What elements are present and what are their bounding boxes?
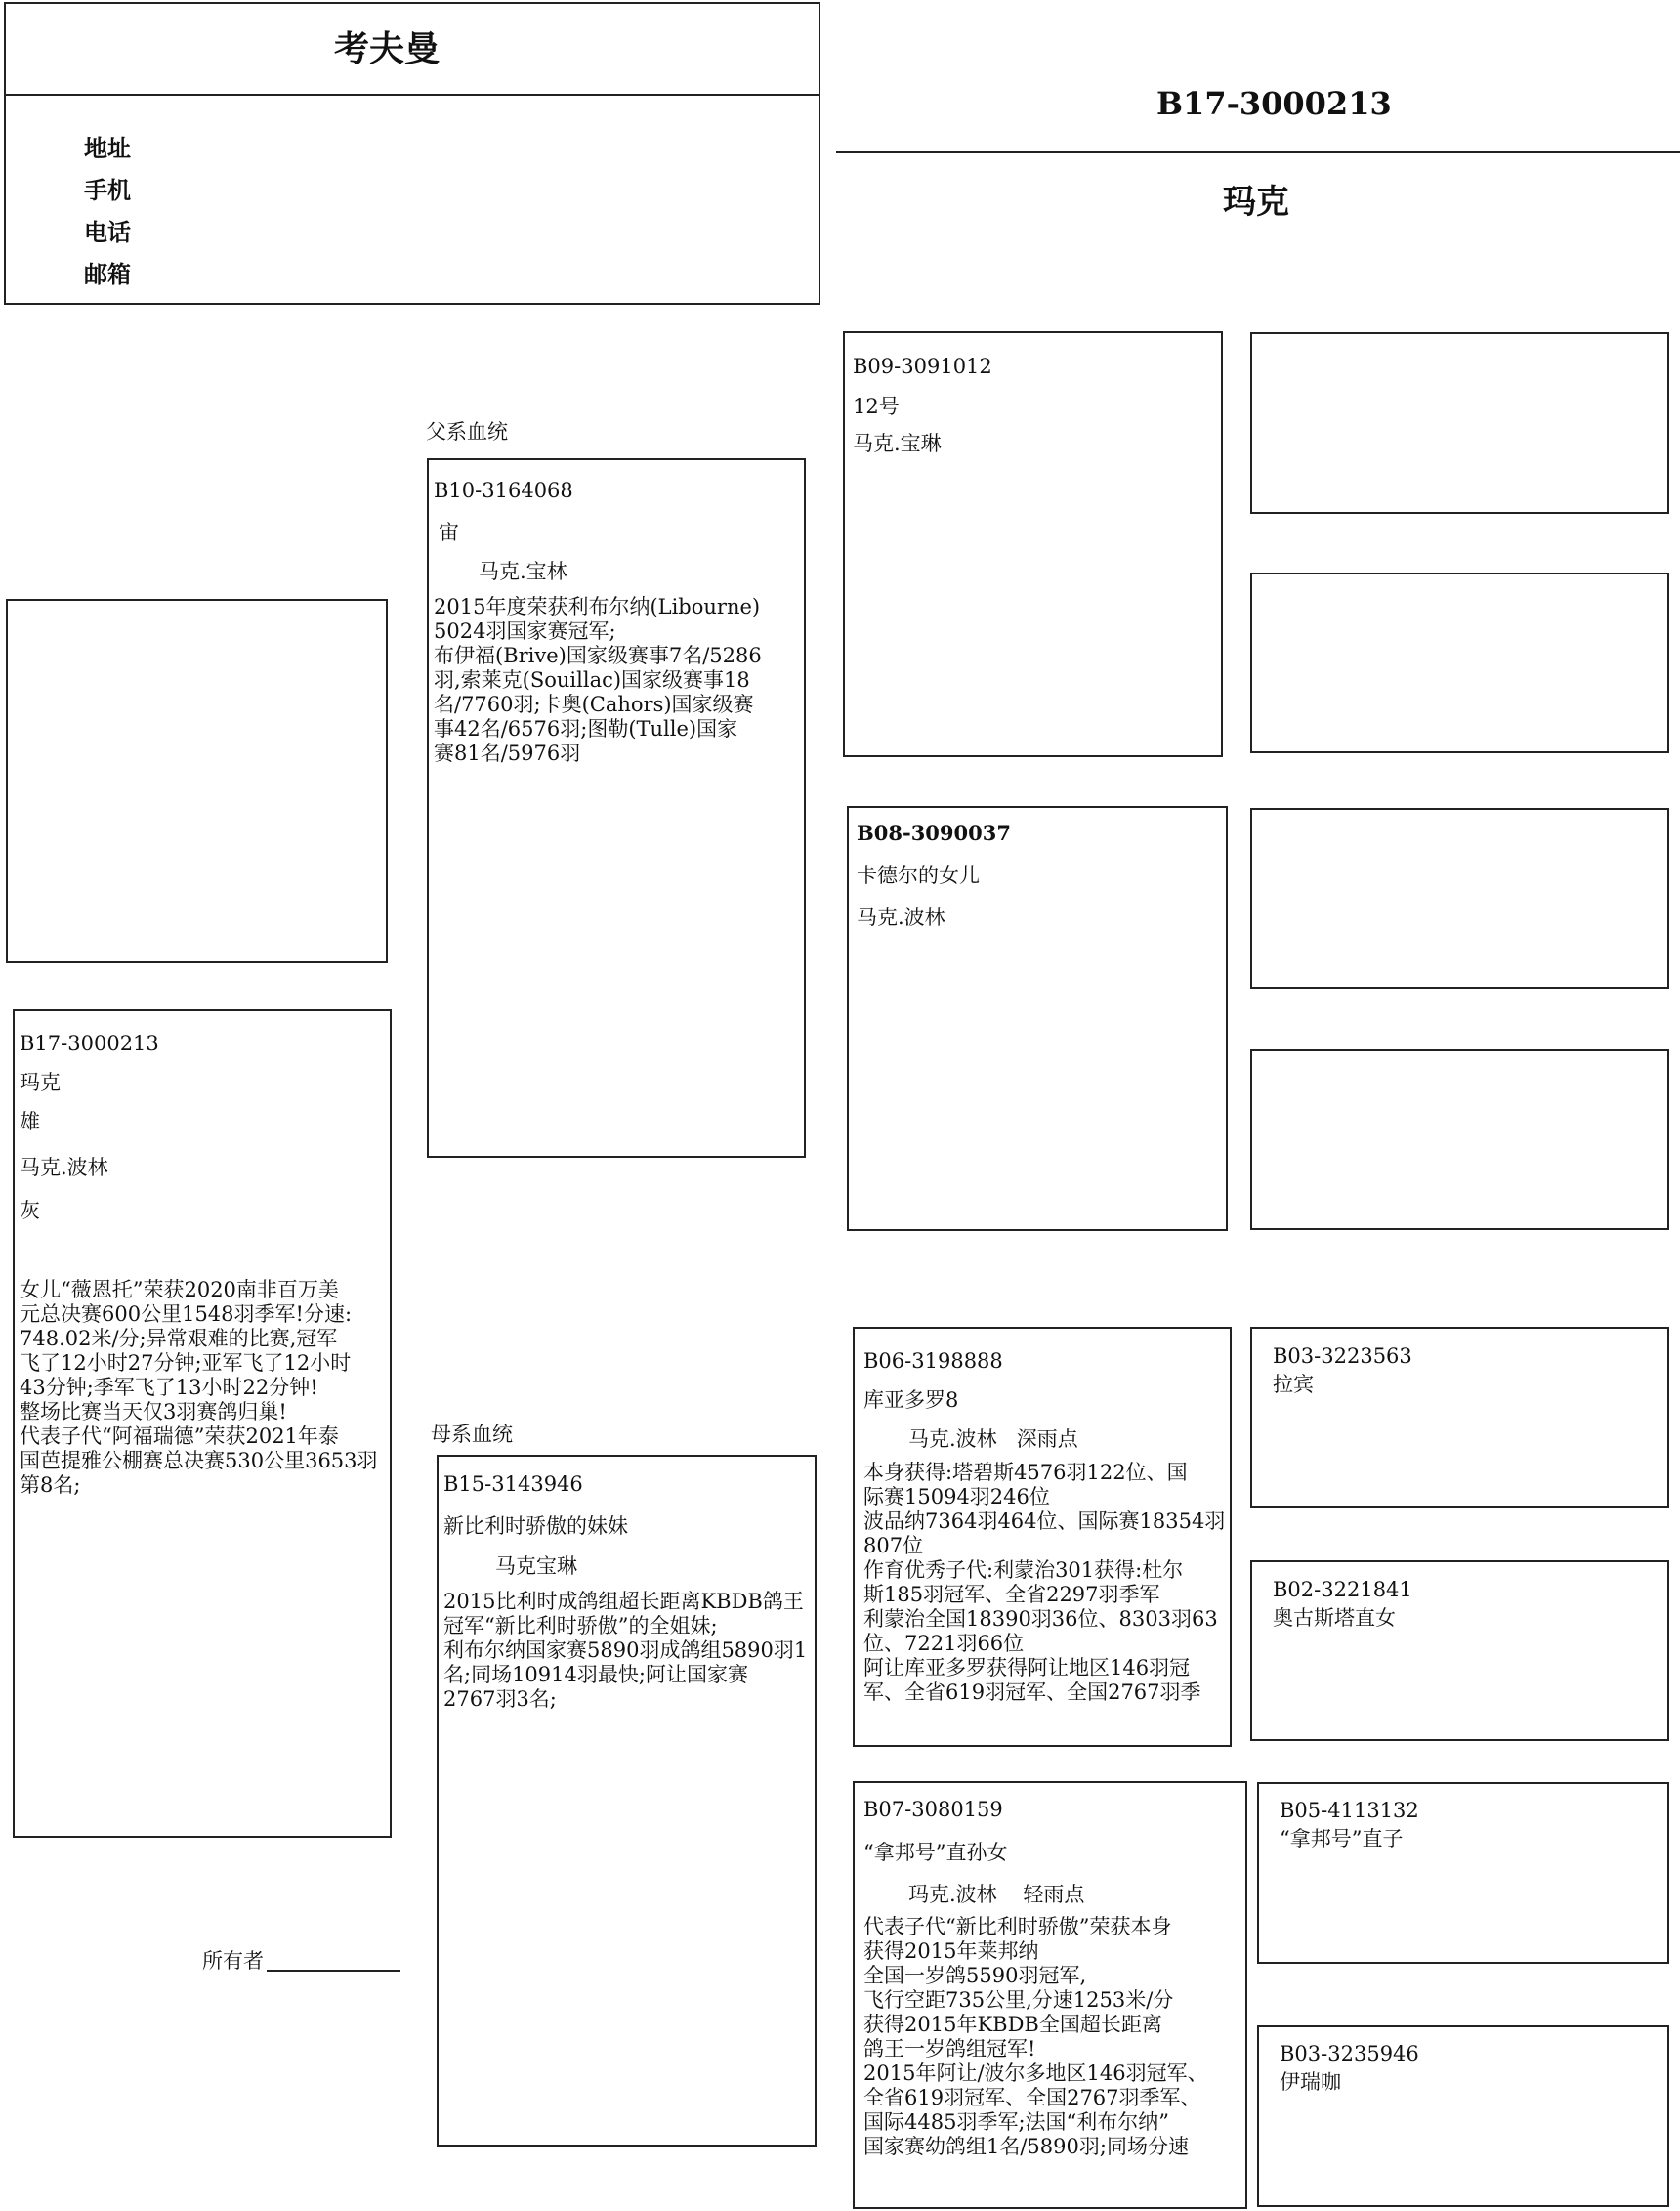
dam-dam-notes: 代表子代“新比利时骄傲”荣获本身 获得2015年莱邦纳 全国一岁鸽5590羽冠军, 飞行空距735公里,分速1253米/分 获得2015年KBDB全国超长距离 鸽王一岁鸽组冠军! 2015年阿让/波尔多地区146羽冠军、 全省619羽冠军、全国2767羽季军、 国际4485羽季军;法国“利布尔纳” 国家赛幼鸽组1名/5890羽;同场分速 (863, 1915, 1208, 2158)
sire-line-label: 父系血统 (426, 420, 508, 444)
sire-ring: B10-3164068 (434, 479, 573, 502)
header-bird-name: 玛克 (1223, 183, 1289, 222)
sire-sire-name: 12号 (853, 395, 900, 418)
sire-strain: 马克.宝林 (479, 560, 567, 583)
contact-email-label: 邮箱 (84, 261, 131, 288)
dam-card (437, 1455, 817, 2147)
owner-header-divider (4, 94, 820, 96)
gen4-b1-name: 拉宾 (1273, 1373, 1314, 1396)
dam-ring: B15-3143946 (443, 1472, 583, 1496)
gen4-b3-name: “拿邦号”直子 (1280, 1827, 1404, 1850)
sire-dam-ring: B08-3090037 (857, 821, 1011, 845)
contact-mobile-label: 手机 (84, 177, 131, 204)
gen4-box-4 (1250, 1049, 1669, 1230)
photo-frame (6, 599, 388, 963)
subject-strain: 马克.波林 (20, 1156, 108, 1179)
owner-signature-label: 所有者 (202, 1949, 264, 1973)
dam-line-label: 母系血统 (431, 1423, 513, 1446)
contact-address-label: 地址 (84, 135, 131, 162)
owner-signature-line (267, 1970, 400, 1972)
dam-sire-ring: B06-3198888 (863, 1349, 1003, 1373)
dam-sire-strain: 马克.波林 深雨点 (908, 1427, 1078, 1451)
gen4-box-1 (1250, 332, 1669, 514)
contact-phone-label: 电话 (84, 219, 131, 246)
gen4-b3-ring: B05-4113132 (1280, 1799, 1419, 1822)
dam-sire-notes: 本身获得:塔碧斯4576羽122位、国 际赛15094羽246位 波品纳7364羽464位、国际赛18354羽 807位 作育优秀子代:利蒙治301获得:杜尔 斯185羽冠军、全省2297羽季军 利蒙治全国18390羽36位、8303羽63 位、7221羽66位 阿让库亚多罗获得阿让地区146羽冠 军、全省619羽冠军、全国2767羽季 (863, 1461, 1226, 1704)
sire-dam-name: 卡德尔的女儿 (857, 864, 980, 887)
subject-name: 玛克 (20, 1071, 61, 1094)
subject-sex: 雄 (20, 1110, 40, 1133)
gen4-b2-ring: B02-3221841 (1273, 1578, 1412, 1601)
subject-ring: B17-3000213 (20, 1032, 159, 1055)
dam-sire-name: 库亚多罗8 (863, 1388, 959, 1412)
dam-dam-name: “拿邦号”直孙女 (863, 1841, 1008, 1864)
header-right-divider (836, 151, 1680, 153)
dam-notes: 2015比利时成鸽组超长距离KBDB鸽王 冠军“新比利时骄傲”的全姐妹; 利布尔纳国家赛5890羽成鸽组5890羽1 名;同场10914羽最快;阿让国家赛 2767羽3名; (443, 1590, 808, 1711)
owner-name: 考夫曼 (334, 29, 441, 69)
gen4-b1-ring: B03-3223563 (1273, 1344, 1412, 1368)
sire-dam-strain: 马克.波林 (857, 906, 945, 929)
dam-name: 新比利时骄傲的妹妹 (443, 1514, 628, 1538)
gen4-b2-name: 奥古斯塔直女 (1273, 1606, 1396, 1630)
subject-notes: 女儿“薇恩托”荣获2020南非百万美 元总决赛600公里1548羽季军!分速: 748.02米/分;异常艰难的比赛,冠军 飞了12小时27分钟;亚军飞了12小时 43分钟;季军飞了13小时22分钟! 整场比赛当天仅3羽赛鸽归巢! 代表子代“阿福瑞德”荣获2021年泰 国芭提雅公棚赛总决赛530公里3653羽 第8名; (20, 1278, 378, 1497)
sire-sire-strain: 马克.宝琳 (853, 432, 942, 455)
dam-strain: 马克宝琳 (495, 1554, 577, 1578)
sire-sire-ring: B09-3091012 (853, 355, 992, 378)
sire-name: 宙 (439, 521, 459, 544)
gen4-b4-ring: B03-3235946 (1280, 2042, 1419, 2065)
gen4-b4-name: 伊瑞咖 (1280, 2070, 1341, 2094)
sire-sire-card (843, 331, 1223, 757)
header-ring-number: B17-3000213 (1156, 85, 1392, 122)
gen4-box-2 (1250, 573, 1669, 753)
subject-color: 灰 (20, 1199, 40, 1222)
sire-notes: 2015年度荣获利布尔纳(Libourne) 5024羽国家赛冠军; 布伊福(Brive)国家级赛事7名/5286 羽,索莱克(Souillac)国家级赛事18 名/7760羽;卡奥(Cahors)国家级赛 事42名/6576羽;图勒(Tulle)国家 赛81名/5976羽 (434, 595, 762, 765)
dam-dam-ring: B07-3080159 (863, 1798, 1003, 1821)
gen4-box-3 (1250, 808, 1669, 989)
dam-dam-strain: 玛克.波林 轻雨点 (908, 1883, 1085, 1906)
